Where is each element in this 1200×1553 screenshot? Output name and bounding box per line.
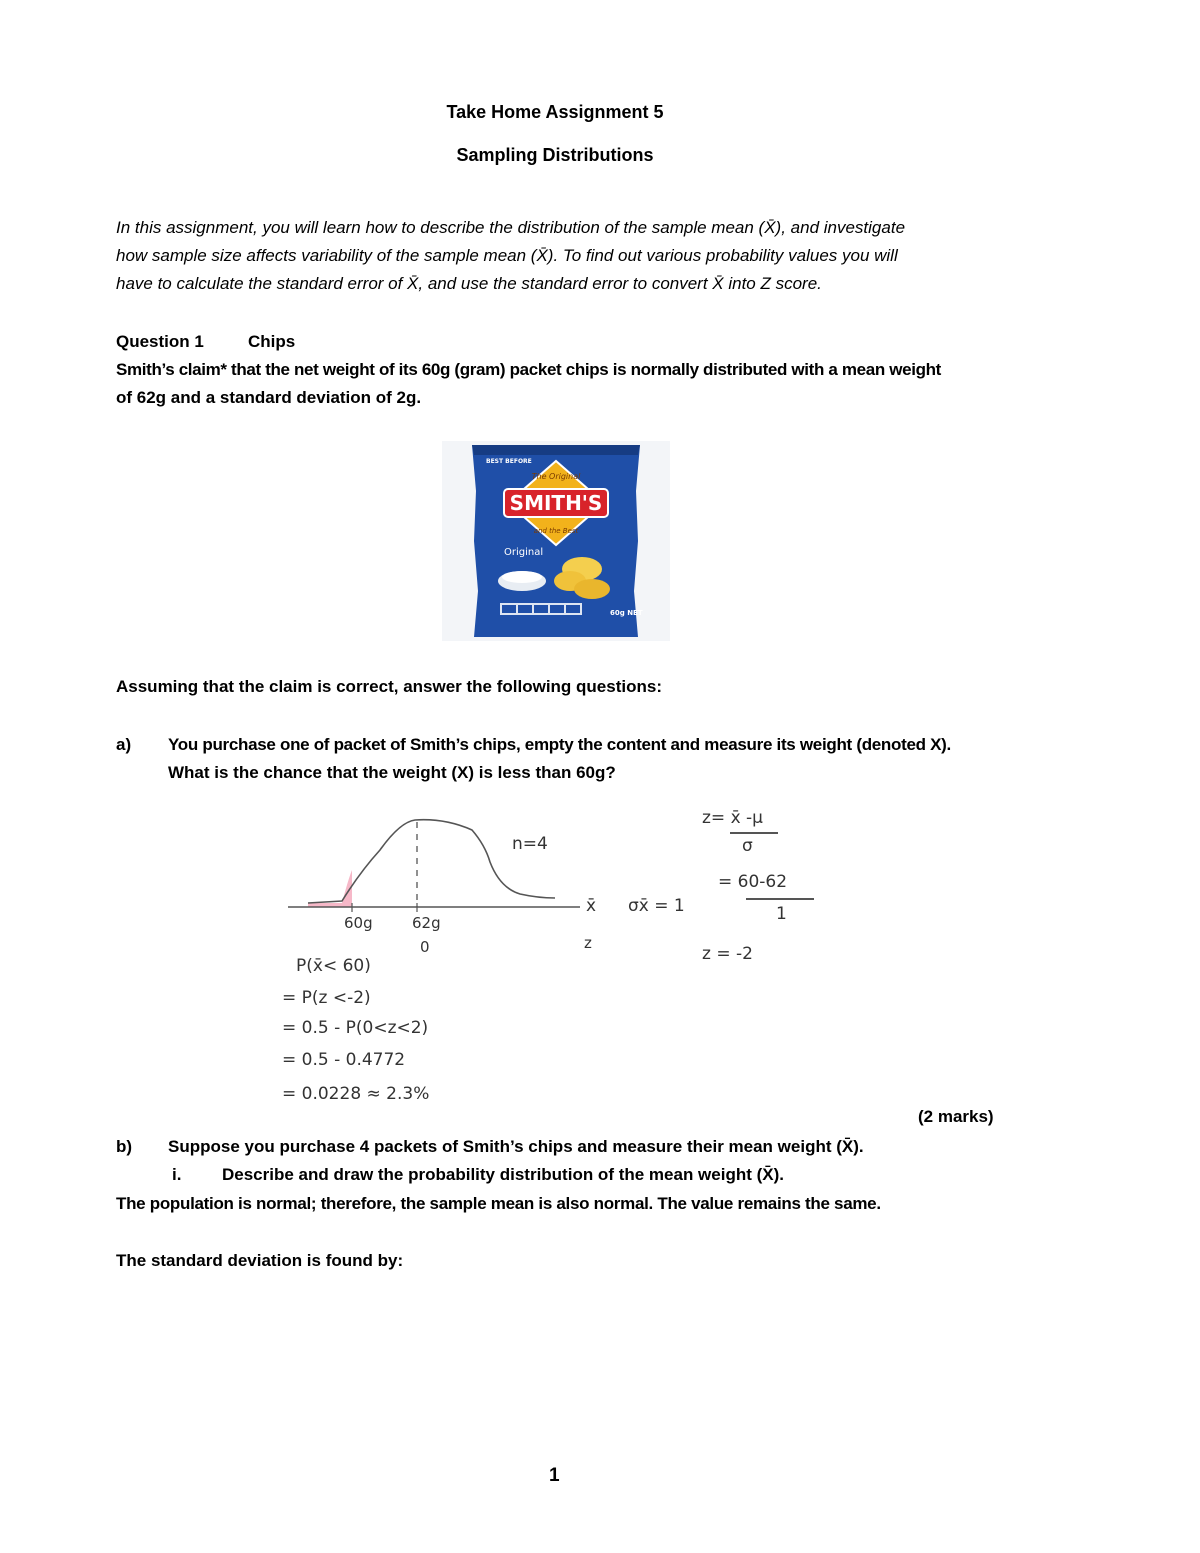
page-subtitle: Sampling Distributions	[456, 145, 654, 165]
intro-line-1: In this assignment, you will learn how to describe the distribution of the sample mean (X̄), and investigate	[116, 218, 906, 237]
part-a-line-1: You purchase one of packet of Smith’s chips, empty the content and measure its weight (denoted X).	[168, 735, 951, 754]
brand-logo-text: SMITH'S	[509, 491, 603, 515]
z-result: z = -2	[702, 944, 753, 964]
work-line-1: P(x̄< 60)	[296, 956, 371, 976]
work-line-5: = 0.0228 ≈ 2.3%	[282, 1084, 430, 1104]
z-formula-denominator: σ	[742, 836, 753, 856]
bell-curve	[308, 820, 555, 903]
part-b-line-1: Suppose you purchase 4 packets of Smith’s chips and measure their mean weight (X̄).	[168, 1137, 864, 1156]
claim-line-2: of 62g and a standard deviation of 2g.	[116, 388, 422, 407]
sigma-note: σx̄ = 1	[628, 896, 685, 916]
part-b-sub-label: i.	[172, 1165, 182, 1184]
z-sub-fraction-bar	[746, 898, 814, 900]
question-topic: Chips	[248, 332, 296, 351]
page-number: 1	[549, 1465, 560, 1486]
tag-bottom-text: and the Best	[533, 527, 579, 535]
tag-top-text: The Original	[531, 472, 581, 481]
part-b-sub-line: Describe and draw the probability distribution of the mean weight (X̄).	[222, 1165, 784, 1184]
claim-line-1: Smith’s claim* that the net weight of its 60g (gram) packet chips is normally distributed with a mean weight	[116, 360, 941, 379]
intro-line-3: have to calculate the standard error of X̄, and use the standard error to convert X̄ into Z score.	[116, 274, 822, 293]
part-b-label: b)	[116, 1137, 133, 1156]
part-b-answer-1: The population is normal; therefore, the sample mean is also normal. The value remains the same.	[116, 1194, 881, 1213]
net-weight-text: 60g NET	[610, 609, 643, 617]
best-before-text: BEST BEFORE	[486, 458, 532, 465]
work-line-4: = 0.5 - 0.4772	[282, 1050, 406, 1070]
part-a-marks: (2 marks)	[918, 1107, 994, 1126]
work-line-3: = 0.5 - P(0<z<2)	[282, 1018, 429, 1038]
intro-line-2: how sample size affects variability of the sample mean (X̄). To find out various probability values you will	[116, 246, 898, 265]
tick-62-label: 62g	[412, 914, 441, 932]
part-b-answer-2: The standard deviation is found by:	[116, 1251, 404, 1270]
page-title: Take Home Assignment 5	[446, 102, 664, 122]
z-sub-denominator: 1	[776, 904, 787, 924]
axis-z-label: z	[584, 934, 592, 952]
axis-xbar-label: x̄	[586, 896, 597, 916]
tick-60-label: 60g	[344, 914, 373, 932]
chip-3	[574, 579, 610, 599]
n-label: n=4	[512, 834, 548, 854]
flavour-text: Original	[504, 547, 544, 558]
z-zero-label: 0	[420, 938, 430, 956]
work-line-2: = P(z <-2)	[282, 988, 371, 1008]
question-label: Question 1	[116, 332, 204, 351]
z-formula: z= x̄ -μ	[702, 808, 763, 828]
assumption-text: Assuming that the claim is correct, answer the following questions:	[116, 677, 662, 696]
chips-packet-image	[442, 441, 670, 641]
part-a-label: a)	[116, 735, 132, 754]
normal-curve-sketch	[280, 800, 880, 960]
part-a-line-2: What is the chance that the weight (X) is less than 60g?	[168, 763, 616, 782]
z-substitution: = 60-62	[718, 872, 788, 892]
z-formula-fraction-bar	[730, 832, 778, 834]
